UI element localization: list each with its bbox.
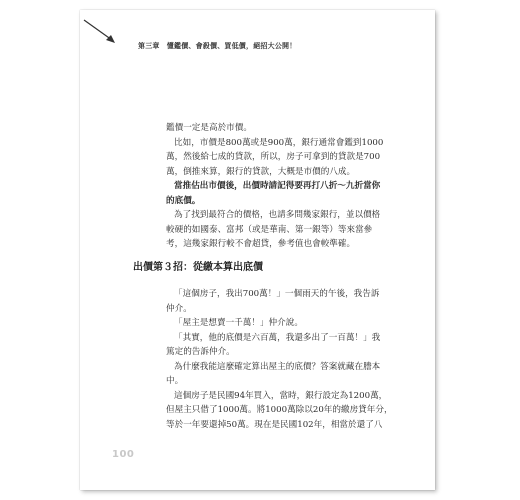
paragraph-line: 「屋主是想賣一千萬！」仲介說。 <box>174 318 303 328</box>
pointer-arrow-icon <box>82 18 122 48</box>
paragraph-line: 考，這幾家銀行較不會超貸，參考值也會較準確。 <box>166 239 356 249</box>
paragraph-line: 萬，倒推來算，銀行的貸款，大概是市價的八成。 <box>166 166 356 177</box>
paragraph-line: 萬，然後給七成的貸款，所以，房子可拿到的貸款是700 <box>166 152 381 162</box>
page-number: 100 <box>112 449 135 460</box>
paragraph-line: 這個房子是民國94年買入，當時，銀行設定為1200萬， <box>174 390 388 401</box>
chapter-header: 第三章 懂鑑價、會殺價、買低價，絕招大公開！ <box>138 42 297 50</box>
paragraph-line: 的底價。 <box>166 195 201 206</box>
paragraph-line: 仲介。 <box>166 303 192 314</box>
body-text-top <box>166 121 384 252</box>
paragraph-line: 當推估出市價後，出價時請記得要再打八折～九折當你 <box>174 181 381 191</box>
paragraph-line: 鑑價一定是高於市價。 <box>166 123 252 133</box>
paragraph-line: 較硬的如國泰、富邦（或是華南、第一銀等）等來當參 <box>166 224 373 235</box>
paragraph-line: 「其實，他的底價是六百萬，我還多出了一百萬！」我 <box>174 332 381 343</box>
paragraph-line: 為什麼我能這麼確定算出屋主的底價？答案就藏在謄本 <box>174 361 381 372</box>
paragraph-line: 比如，市價是800萬或是900萬，銀行通常會鑑到1000 <box>174 137 384 148</box>
section-heading: 出價第３招：從繳本算出底價 <box>133 262 263 273</box>
paragraph-line: 等於一年要還掉50萬。現在是民國102年，相當於還了八 <box>166 419 383 430</box>
paragraph-line: 中。 <box>166 376 184 386</box>
paragraph-line: 「這個房子，我出700萬！」一個雨天的午後，我告訴 <box>174 289 380 299</box>
paragraph-line: 為了找到最符合的價格，也請多問幾家銀行，並以價格 <box>174 210 381 220</box>
body-text-bottom <box>166 287 393 432</box>
paragraph-line: 但屋主只借了1000萬。將1000萬除以20年的繳房貸年分， <box>166 405 393 415</box>
paragraph-line: 篤定的告訴仲介。 <box>166 347 235 357</box>
